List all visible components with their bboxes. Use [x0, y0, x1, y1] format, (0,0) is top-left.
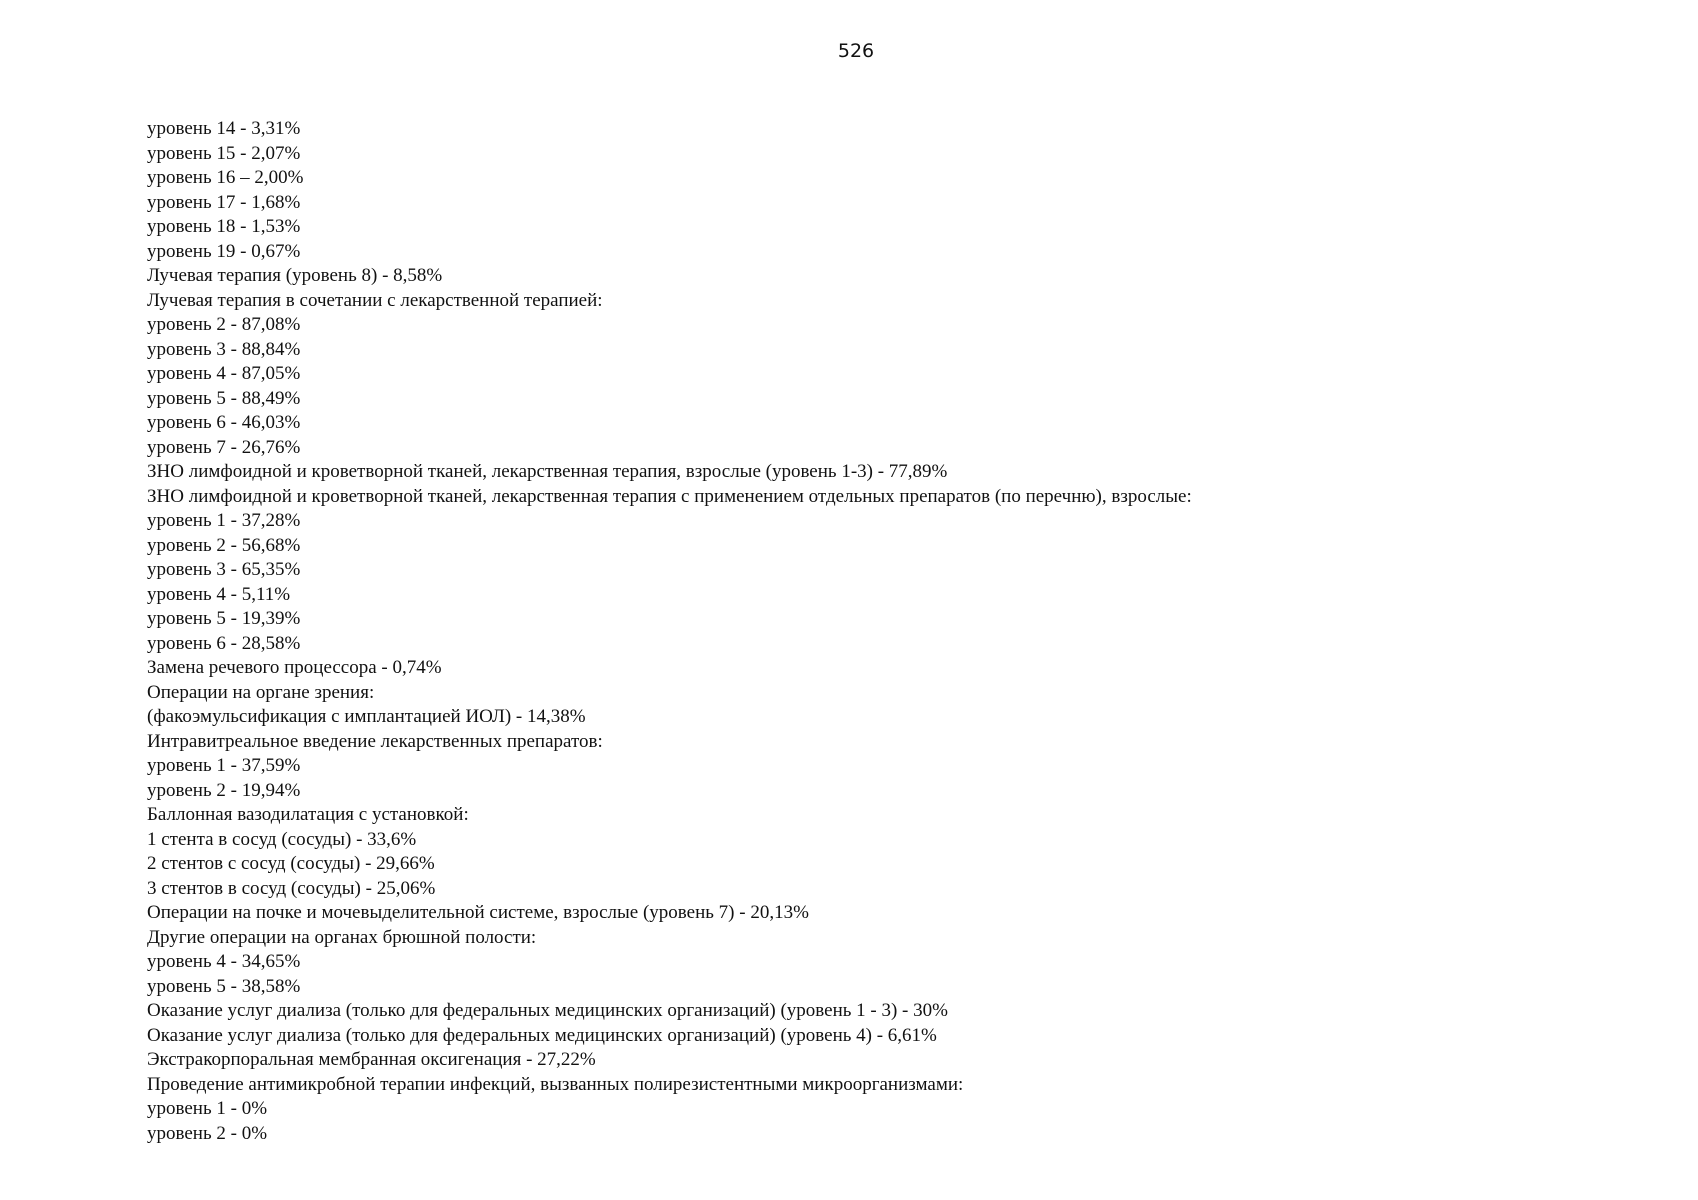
text-line: уровень 18 - 1,53% [147, 216, 301, 237]
page-number: 526 [837, 40, 875, 62]
text-line: уровень 3 - 65,35% [147, 559, 301, 580]
document-body [147, 117, 1627, 1146]
text-line: Лучевая терапия (уровень 8) - 8,58% [147, 265, 443, 286]
text-line: Оказание услуг диализа (только для федеральных медицинских организаций) (уровень 1 - 3) - 30% [147, 1000, 948, 1021]
text-line: (факоэмульсификация с имплантацией ИОЛ) - 14,38% [147, 706, 586, 727]
text-line: Экстракорпоральная мембранная оксигенация - 27,22% [147, 1049, 596, 1070]
text-line: Баллонная вазодилатация с установкой: [147, 804, 469, 825]
text-line: Проведение антимикробной терапии инфекций, вызванных полирезистентными микроорганизмами: [147, 1073, 964, 1095]
text-line: уровень 6 - 46,03% [147, 412, 301, 433]
text-line: уровень 17 - 1,68% [147, 191, 301, 213]
text-line: ЗНО лимфоидной и кроветворной тканей, лекарственная терапия, взрослые (уровень 1-3) - 77,89% [147, 461, 948, 482]
text-line: уровень 1 - 0% [147, 1098, 268, 1119]
text-line: уровень 2 - 19,94% [147, 779, 301, 801]
text-line: уровень 3 - 88,84% [147, 338, 301, 360]
text-line: 2 стентов с сосуд (сосуды) - 29,66% [147, 853, 435, 874]
text-line: уровень 16 – 2,00% [147, 167, 304, 188]
text-line: уровень 2 - 87,08% [147, 314, 301, 335]
text-line: уровень 19 - 0,67% [147, 240, 301, 262]
text-line: уровень 2 - 56,68% [147, 534, 301, 556]
text-line: Интравитреальное введение лекарственных препаратов: [147, 730, 603, 752]
text-line: уровень 5 - 88,49% [147, 387, 301, 409]
text-line: уровень 4 - 5,11% [147, 583, 291, 605]
text-line: уровень 1 - 37,59% [147, 755, 301, 776]
text-line: Оказание услуг диализа (только для федеральных медицинских организаций) (уровень 4) - 6,61% [147, 1024, 937, 1046]
text-line: ЗНО лимфоидной и кроветворной тканей, лекарственная терапия с применением отдельных препаратов (по перечню), взрослые: [147, 485, 1192, 507]
text-line: уровень 14 - 3,31% [147, 118, 301, 139]
text-line: уровень 1 - 37,28% [147, 510, 301, 531]
text-line: Замена речевого процессора - 0,74% [147, 657, 442, 678]
text-line: уровень 2 - 0% [147, 1122, 268, 1144]
text-line: Лучевая терапия в сочетании с лекарственной терапией: [147, 289, 603, 311]
text-line: уровень 5 - 38,58% [147, 975, 301, 997]
text-line: Другие операции на органах брюшной полости: [147, 926, 537, 948]
text-line: 1 стента в сосуд (сосуды) - 33,6% [147, 828, 417, 850]
text-line: уровень 15 - 2,07% [147, 142, 301, 164]
text-line: Операции на почке и мочевыделительной системе, взрослые (уровень 7) - 20,13% [147, 902, 809, 923]
text-line: 3 стентов в сосуд (сосуды) - 25,06% [147, 877, 436, 899]
text-line: уровень 6 - 28,58% [147, 632, 301, 654]
text-line: уровень 4 - 34,65% [147, 951, 301, 972]
text-line: Операции на органе зрения: [147, 681, 375, 703]
text-line: уровень 7 - 26,76% [147, 436, 301, 458]
text-line: уровень 4 - 87,05% [147, 363, 301, 384]
text-line: уровень 5 - 19,39% [147, 608, 301, 629]
